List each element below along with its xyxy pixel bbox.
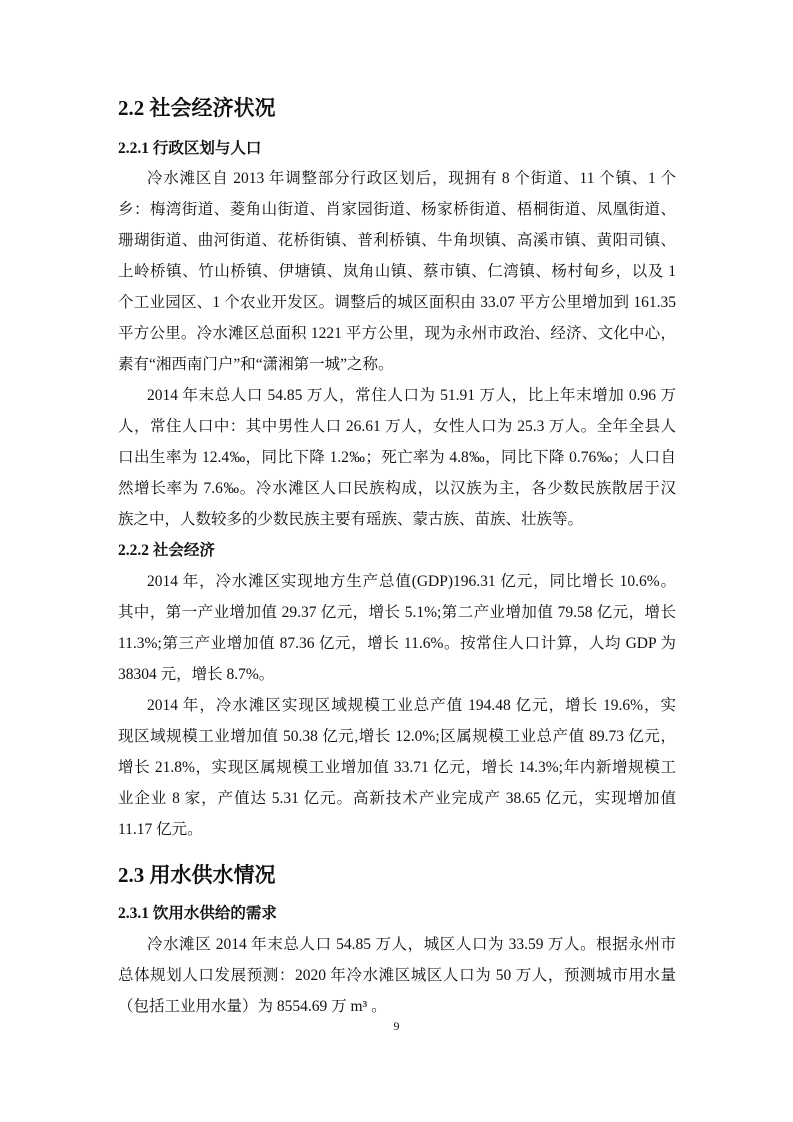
text-line: 然增长率为 7.6‰。冷水滩区人口民族构成，以汉族为主，各少数民族散居于汉 — [118, 480, 676, 497]
text-line: 平方公里。冷水滩区总面积 1221 平方公里，现为永州市政治、经济、文化中心， — [118, 325, 676, 342]
page-content — [118, 86, 676, 1022]
text-line: 2014 年末总人口 54.85 万人，常住人口为 51.91 万人，比上年末增加 0.96 万 — [147, 387, 676, 404]
paragraph — [118, 929, 676, 1022]
text-line: 业企业 8 家，产值达 5.31 亿元。高新技术产业完成产 38.65 亿元，实现增加值 — [118, 790, 676, 807]
text-line: 珊瑚街道、曲河街道、花桥街镇、普利桥镇、牛角坝镇、高溪市镇、黄阳司镇、 — [118, 232, 676, 249]
subsection-heading: 2.3.1 饮用水供给的需求 — [118, 905, 277, 922]
text-line: 冷水滩区自 2013 年调整部分行政区划后，现拥有 8 个街道、11 个镇、1 个 — [147, 170, 676, 187]
text-line: 11.17 亿元。 — [118, 821, 203, 838]
text-line: 11.3%;第三产业增加值 87.36 亿元，增长 11.6%。按常住人口计算，人均 GDP 为 — [118, 635, 676, 652]
text-line: 素有“湘西南门户”和“潇湘第一城”之称。 — [118, 356, 394, 373]
text-line: 上岭桥镇、竹山桥镇、伊塘镇、岚角山镇、蔡市镇、仁湾镇、杨村甸乡，以及 1 — [118, 263, 676, 280]
text-line: 2014 年，冷水滩区实现地方生产总值(GDP)196.31 亿元，同比增长 10.6%。 — [147, 573, 676, 590]
text-line: 2014 年，冷水滩区实现区域规模工业总产值 194.48 亿元，增长 19.6%，实 — [147, 697, 676, 714]
text-line: 族之中，人数较多的少数民族主要有瑶族、蒙古族、苗族、壮族等。 — [118, 511, 584, 528]
section-heading: 2.3 用水供水情况 — [118, 863, 276, 887]
text-line: 38304 元，增长 8.7%。 — [118, 666, 275, 683]
text-line: 人，常住人口中：其中男性人口 26.61 万人，女性人口为 25.3 万人。全年全县人 — [118, 418, 676, 435]
text-line: 总体规划人口发展预测：2020 年冷水滩区城区人口为 50 万人，预测城市用水量 — [118, 967, 676, 984]
section-heading: 2.2 社会经济状况 — [118, 96, 276, 120]
text-line: （包括工业用水量）为 8554.69 万 m³ 。 — [118, 998, 387, 1015]
subsection-heading: 2.2.1 行政区划与人口 — [118, 140, 262, 157]
paragraph — [118, 566, 676, 690]
text-line: 增长 21.8%，实现区属规模工业增加值 33.71 亿元，增长 14.3%;年内新增规模工 — [118, 759, 676, 776]
paragraph — [118, 163, 676, 380]
text-line: 乡：梅湾街道、菱角山街道、肖家园街道、杨家桥街道、梧桐街道、凤凰街道、 — [118, 201, 676, 218]
text-line: 冷水滩区 2014 年末总人口 54.85 万人，城区人口为 33.59 万人。根据永州市 — [147, 936, 676, 953]
subsection-heading: 2.2.2 社会经济 — [118, 542, 215, 559]
page-number: 9 — [393, 1019, 400, 1033]
paragraph — [118, 690, 676, 845]
text-line: 个工业园区、1 个农业开发区。调整后的城区面积由 33.07 平方公里增加到 161.35 — [118, 294, 676, 311]
text-line: 口出生率为 12.4‰，同比下降 1.2‰；死亡率为 4.8‰，同比下降 0.76‰；人口自 — [118, 449, 676, 466]
text-line: 其中，第一产业增加值 29.37 亿元，增长 5.1%;第二产业增加值 79.58 亿元，增长 — [118, 604, 676, 621]
paragraph — [118, 380, 676, 535]
text-line: 现区域规模工业增加值 50.38 亿元,增长 12.0%;区属规模工业总产值 89.73 亿元， — [118, 728, 676, 745]
